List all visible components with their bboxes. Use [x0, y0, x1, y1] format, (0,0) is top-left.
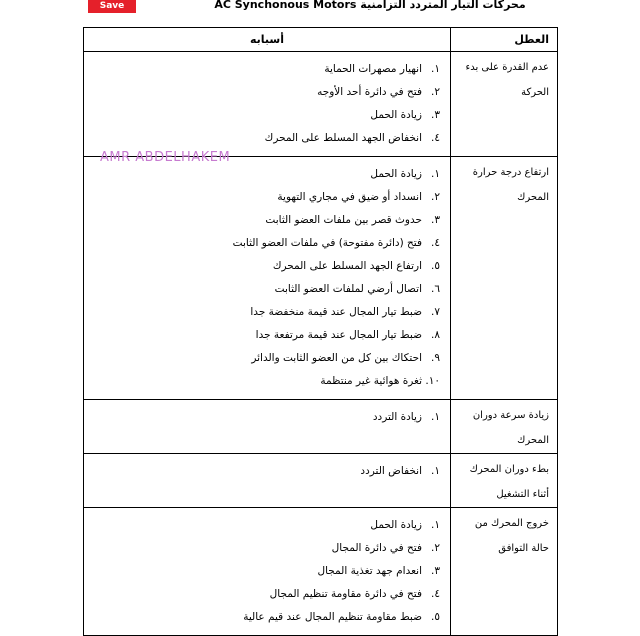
- list-item: [84, 104, 440, 127]
- cause-number: ٤.: [431, 588, 440, 600]
- cause-text: ضبط مقاومة تنظيم المجال عند قيم عالية: [243, 611, 422, 623]
- cause-number: ١.: [431, 411, 440, 423]
- cause-text: انعدام جهد تغذية المجال: [317, 565, 422, 577]
- list-item: [84, 583, 440, 606]
- page-title: محركات التيار المتردد التزامنية AC Synchonous Motors: [214, 0, 526, 11]
- cause-text: انخفاض الجهد المسلط على المحرك: [264, 132, 422, 144]
- cause-number: ٩.: [431, 352, 440, 364]
- cause-number: ٣.: [431, 109, 440, 121]
- cause-text: فتح في دائرة مقاومة تنظيم المجال: [269, 588, 422, 600]
- cause-number: ٦.: [431, 283, 440, 295]
- cause-text: انخفاض التردد: [360, 465, 422, 477]
- list-item: [84, 58, 440, 81]
- causes-cell: [84, 454, 451, 508]
- causes-list: [84, 52, 450, 156]
- cause-number: ٢.: [431, 542, 440, 554]
- fault-cell: خروج المحرك من حالة التوافق: [451, 508, 558, 636]
- table-row: [84, 508, 558, 636]
- cause-number: ٢.: [431, 86, 440, 98]
- table-row: [84, 454, 558, 508]
- cause-number: ١.: [431, 519, 440, 531]
- list-item: [84, 255, 440, 278]
- cause-text: زيادة التردد: [372, 411, 422, 423]
- cause-number: ١.: [431, 63, 440, 75]
- list-item: [84, 163, 440, 186]
- table-row: [84, 52, 558, 157]
- causes-list: [84, 400, 450, 435]
- watermark-text: AMR ABDELHAKEM: [100, 150, 231, 165]
- cause-text: فتح في دائرة المجال: [331, 542, 422, 554]
- fault-cell: ارتفاع درجة حرارة المحرك: [451, 157, 558, 400]
- list-item: [84, 324, 440, 347]
- fault-cell: بطء دوران المحرك أثناء التشغيل: [451, 454, 558, 508]
- cause-number: ٢.: [431, 191, 440, 203]
- cause-text: انسداد أو ضيق في مجاري التهوية: [277, 191, 422, 203]
- cause-number: ١.: [431, 465, 440, 477]
- cause-text: زيادة الحمل: [370, 109, 422, 121]
- fault-cell: عدم القدرة على بدء الحركة: [451, 52, 558, 157]
- causes-column-header: أسبابه: [84, 28, 451, 52]
- cause-number: ٣.: [431, 565, 440, 577]
- table-row: [84, 400, 558, 454]
- cause-number: ٨.: [431, 329, 440, 341]
- list-item: [84, 606, 440, 629]
- list-item: [84, 406, 440, 429]
- fault-column-header: العطل: [451, 28, 558, 52]
- list-item: [84, 127, 440, 150]
- cause-text: زيادة الحمل: [370, 519, 422, 531]
- cause-number: ٧.: [431, 306, 440, 318]
- list-item: [84, 81, 440, 104]
- list-item: [84, 347, 440, 370]
- causes-cell: [84, 508, 451, 636]
- list-item: [84, 278, 440, 301]
- list-item: [84, 460, 440, 483]
- cause-number: ١٠.: [425, 375, 440, 387]
- list-item: [84, 560, 440, 583]
- cause-text: زيادة الحمل: [370, 168, 422, 180]
- table-row: [84, 157, 558, 400]
- table-header-row: [84, 28, 558, 52]
- causes-cell: [84, 157, 451, 400]
- list-item: [84, 537, 440, 560]
- list-item: [84, 514, 440, 537]
- cause-text: ضبط تيار المجال عند قيمة مرتفعة جدا: [255, 329, 422, 341]
- causes-list: [84, 508, 450, 635]
- list-item: [84, 370, 440, 393]
- list-item: [84, 186, 440, 209]
- cause-text: ثغرة هوائية غير منتظمة: [320, 375, 422, 387]
- faults-table: [83, 27, 558, 636]
- cause-text: فتح في دائرة أحد الأوجه: [317, 86, 422, 98]
- cause-text: اتصال أرضي لملفات العضو الثابت: [274, 283, 422, 295]
- cause-number: ٤.: [431, 237, 440, 249]
- cause-text: حدوث قصر بين ملفات العضو الثابت: [265, 214, 422, 226]
- cause-number: ٤.: [431, 132, 440, 144]
- cause-text: ضبط تيار المجال عند قيمة منخفضة جدا: [250, 306, 422, 318]
- list-item: [84, 301, 440, 324]
- cause-text: احتكاك بين كل من العضو الثابت والدائر: [251, 352, 422, 364]
- list-item: [84, 232, 440, 255]
- cause-number: ٣.: [431, 214, 440, 226]
- list-item: [84, 209, 440, 232]
- cause-text: فتح (دائرة مفتوحة) في ملفات العضو الثابت: [232, 237, 422, 249]
- cause-text: ارتفاع الجهد المسلط على المحرك: [272, 260, 422, 272]
- cause-number: ٥.: [431, 260, 440, 272]
- cause-number: ٥.: [431, 611, 440, 623]
- cause-text: انهيار مصهرات الحماية: [324, 63, 422, 75]
- causes-cell: [84, 400, 451, 454]
- save-button[interactable]: Save: [88, 0, 136, 13]
- causes-list: [84, 157, 450, 399]
- causes-cell: [84, 52, 451, 157]
- causes-list: [84, 454, 450, 489]
- cause-number: ١.: [431, 168, 440, 180]
- fault-cell: زيادة سرعة دوران المحرك: [451, 400, 558, 454]
